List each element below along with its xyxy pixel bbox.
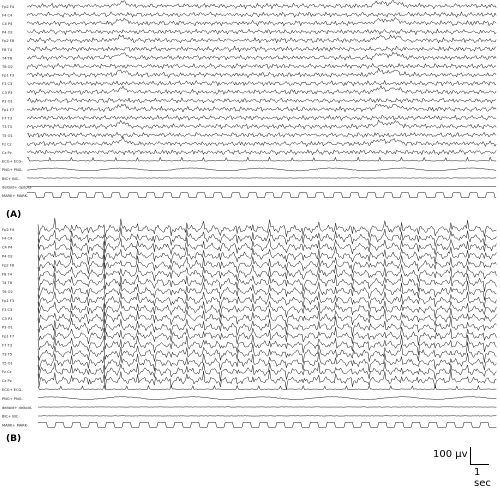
eeg-trace: [27, 29, 496, 35]
eeg-trace: [27, 120, 496, 129]
eeg-trace: [27, 0, 496, 9]
channel-label: Fp1 F7: [2, 108, 14, 112]
eeg-trace: [27, 168, 496, 171]
eeg-trace: [38, 370, 496, 390]
channel-label: ECG+ ECG-: [2, 388, 23, 392]
channel-label: Fp1 F3: [2, 74, 14, 78]
channel-label: Cz Pz: [2, 151, 12, 155]
eeg-trace: [27, 86, 496, 95]
channel-label: MARK+ MARK-: [2, 194, 29, 198]
panel-a-label: (A): [6, 210, 21, 220]
channel-label: T3 T5: [1, 352, 12, 356]
eeg-trace: [38, 352, 496, 372]
channel-label: Fz Cz: [2, 142, 12, 146]
channel-label: BIC+ BIC-: [2, 415, 20, 419]
eeg-trace: [38, 263, 496, 282]
channel-label: F8 T4: [2, 272, 13, 276]
channel-label: MARK+ MARK-: [2, 424, 29, 428]
eeg-trace: [27, 193, 496, 198]
eeg-trace: [38, 422, 496, 427]
eeg-trace: [38, 237, 496, 254]
channel-label: PNG+ PNG-: [2, 397, 23, 401]
eeg-trace: [27, 46, 496, 52]
channel-label: C4 P4: [2, 22, 13, 26]
channel-label: T6 O2: [1, 290, 13, 294]
eeg-trace: [27, 157, 496, 161]
eeg-trace: [38, 397, 496, 400]
eeg-trace: [27, 12, 496, 18]
channel-label: P3 O1: [2, 99, 13, 103]
channel-label: F3 C3: [2, 308, 12, 312]
channel-label: T4 T6: [1, 56, 13, 60]
channel-label: Fp2 F4: [2, 5, 15, 9]
channel-label: deltoid+ deltoid-: [2, 185, 33, 189]
eeg-trace: [27, 115, 496, 121]
eeg-trace: [38, 327, 496, 345]
eeg-trace: [38, 273, 496, 291]
channel-label: deltoid+ deltoid-: [2, 406, 33, 410]
eeg-trace: [38, 244, 496, 264]
eeg-trace: [38, 335, 496, 355]
channel-label: F7 T3: [2, 344, 12, 348]
channel-label: Fp2 F8: [2, 39, 15, 43]
time-scale-bar: [470, 464, 489, 465]
channel-label: P4 O2: [2, 31, 13, 35]
channel-label: T6 O2: [1, 65, 13, 69]
eeg-trace: [27, 132, 496, 138]
channel-label: T4 T6: [1, 281, 13, 285]
channel-label: Fp2 F8: [2, 263, 15, 267]
channel-label: PNG+ PNG-: [2, 168, 23, 172]
channel-label: F7 T3: [2, 117, 12, 121]
eeg-trace: [27, 35, 496, 44]
eeg-trace: [27, 149, 496, 154]
eeg-trace: [27, 104, 496, 112]
channel-label: F8 T4: [2, 48, 13, 52]
channel-label: F4 C4: [2, 13, 13, 17]
channel-label: Fp2 F4: [2, 228, 15, 232]
channel-label: T3 T5: [1, 125, 12, 129]
channel-label: C4 P4: [2, 246, 13, 250]
time-scale-label: 1 sec: [474, 467, 500, 489]
channel-label: BIC+ BIC-: [2, 177, 20, 181]
amplitude-scale-bar: [470, 447, 471, 465]
eeg-trace: [38, 292, 496, 309]
eeg-trace: [27, 98, 496, 103]
channel-label: ECG+ ECG-: [2, 160, 23, 164]
channel-label: T5 O1: [1, 134, 13, 138]
eeg-trace: [27, 80, 496, 85]
eeg-trace: [38, 385, 496, 389]
eeg-trace: [27, 68, 496, 77]
eeg-trace: [27, 63, 496, 69]
amplitude-scale-label: 100 µv: [433, 449, 468, 460]
eeg-trace: [27, 52, 496, 60]
channel-label: P4 O2: [2, 255, 13, 259]
channel-label: Fz Cz: [2, 370, 12, 374]
eeg-trace: [27, 137, 496, 147]
channel-label: Fp1 F3: [2, 299, 14, 303]
channel-label: T5 O1: [1, 361, 13, 365]
eeg-trace: [27, 17, 496, 25]
panel-b-label: (B): [6, 434, 21, 444]
eeg-trace: [38, 255, 496, 273]
channel-label: C3 P3: [2, 91, 12, 95]
eeg-trace: [38, 218, 496, 237]
channel-label: C3 P3: [2, 317, 12, 321]
channel-label: F4 C4: [2, 237, 13, 241]
channel-label: Fp1 F7: [2, 335, 14, 339]
channel-label: Cz Pz: [2, 379, 12, 383]
channel-label: F3 C3: [2, 82, 12, 86]
channel-label: P3 O1: [2, 326, 13, 330]
